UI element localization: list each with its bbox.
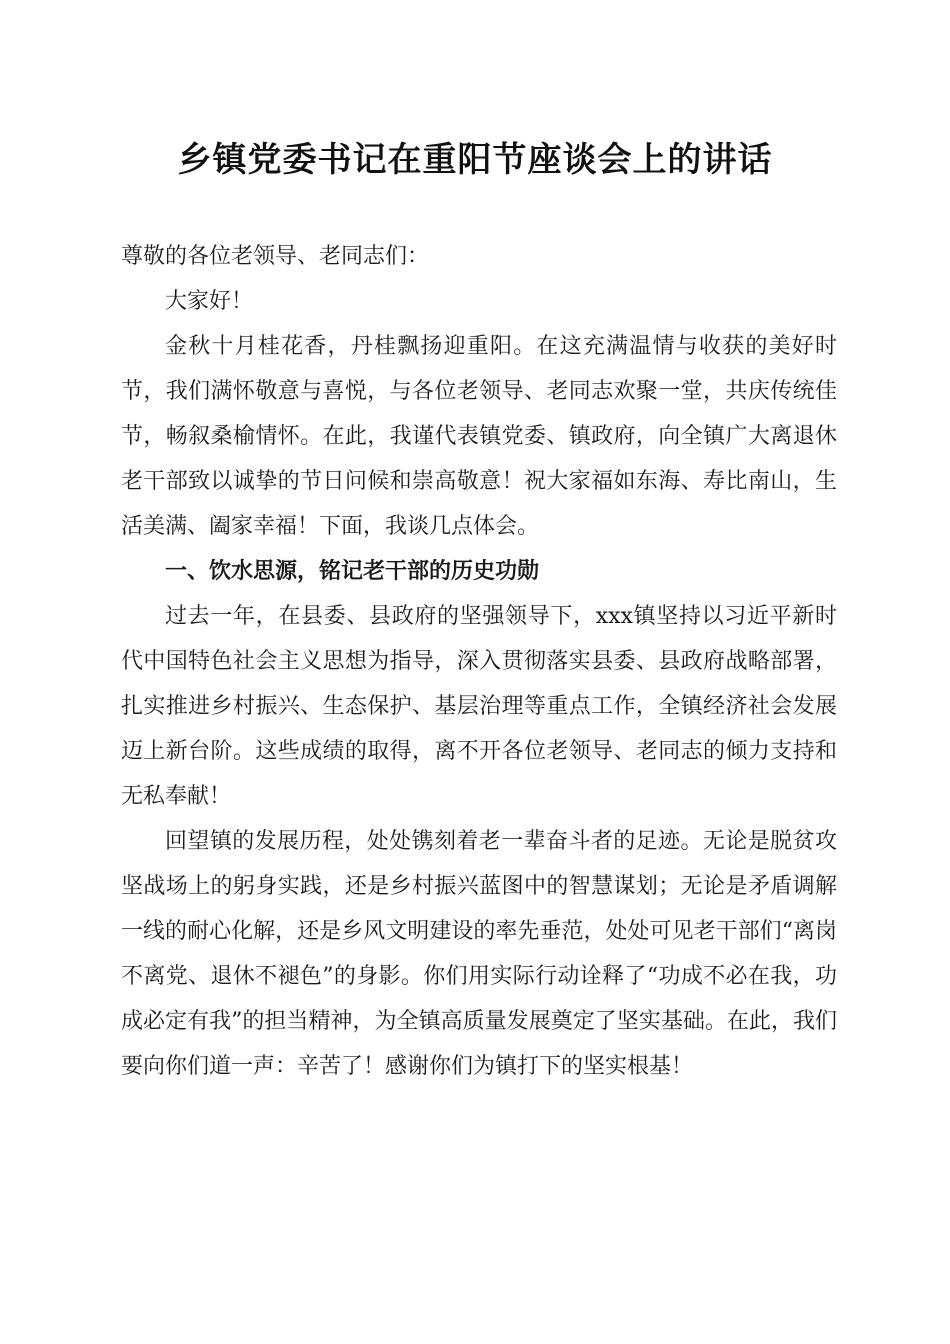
salutation: 尊敬的各位老领导、老同志们： (121, 244, 430, 269)
greeting: 大家好！ (165, 289, 254, 314)
document-body (121, 234, 837, 1089)
document-title: 乡镇党委书记在重阳节座谈会上的讲话 (177, 140, 773, 180)
paragraph-intro: 金秋十月桂花香，丹桂飘扬迎重阳。在这充满温情与收获的美好时节，我们满怀敬意与喜悦，与各位老领导、老同志欢聚一堂，共庆传统佳节，畅叙桑榆情怀。在此，我谨代表镇党委、镇政府，向全镇广大离退休老干部致以诚挚的节日问候和崇高敬意！祝大家福如东海、寿比南山，生活美满、阖家幸福！下面，我谈几点体会。 (121, 334, 837, 539)
paragraph-achievements: 过去一年，在县委、县政府的坚强领导下，xxx镇坚持以习近平新时代中国特色社会主义思想为指导，深入贯彻落实县委、县政府战略部署，扎实推进乡村振兴、生态保护、基层治理等重点工作，全镇经济社会发展迈上新台阶。这些成绩的取得，离不开各位老领导、老同志的倾力支持和无私奉献！ (121, 604, 837, 809)
section-heading: 一、饮水思源，铭记老干部的历史功勋 (165, 559, 540, 584)
paragraph-history: 回望镇的发展历程，处处镌刻着老一辈奋斗者的足迹。无论是脱贫攻坚战场上的躬身实践，还是乡村振兴蓝图中的智慧谋划；无论是矛盾调解一线的耐心化解，还是乡风文明建设的率先垂范，处处可见老干部们“离岗不离党、退休不褪色”的身影。你们用实际行动诠释了“功成不必在我，功成必定有我”的担当精神，为全镇高质量发展奠定了坚实基础。在此，我们要向你们道一声：辛苦了！感谢你们为镇打下的坚实根基！ (121, 829, 837, 1079)
